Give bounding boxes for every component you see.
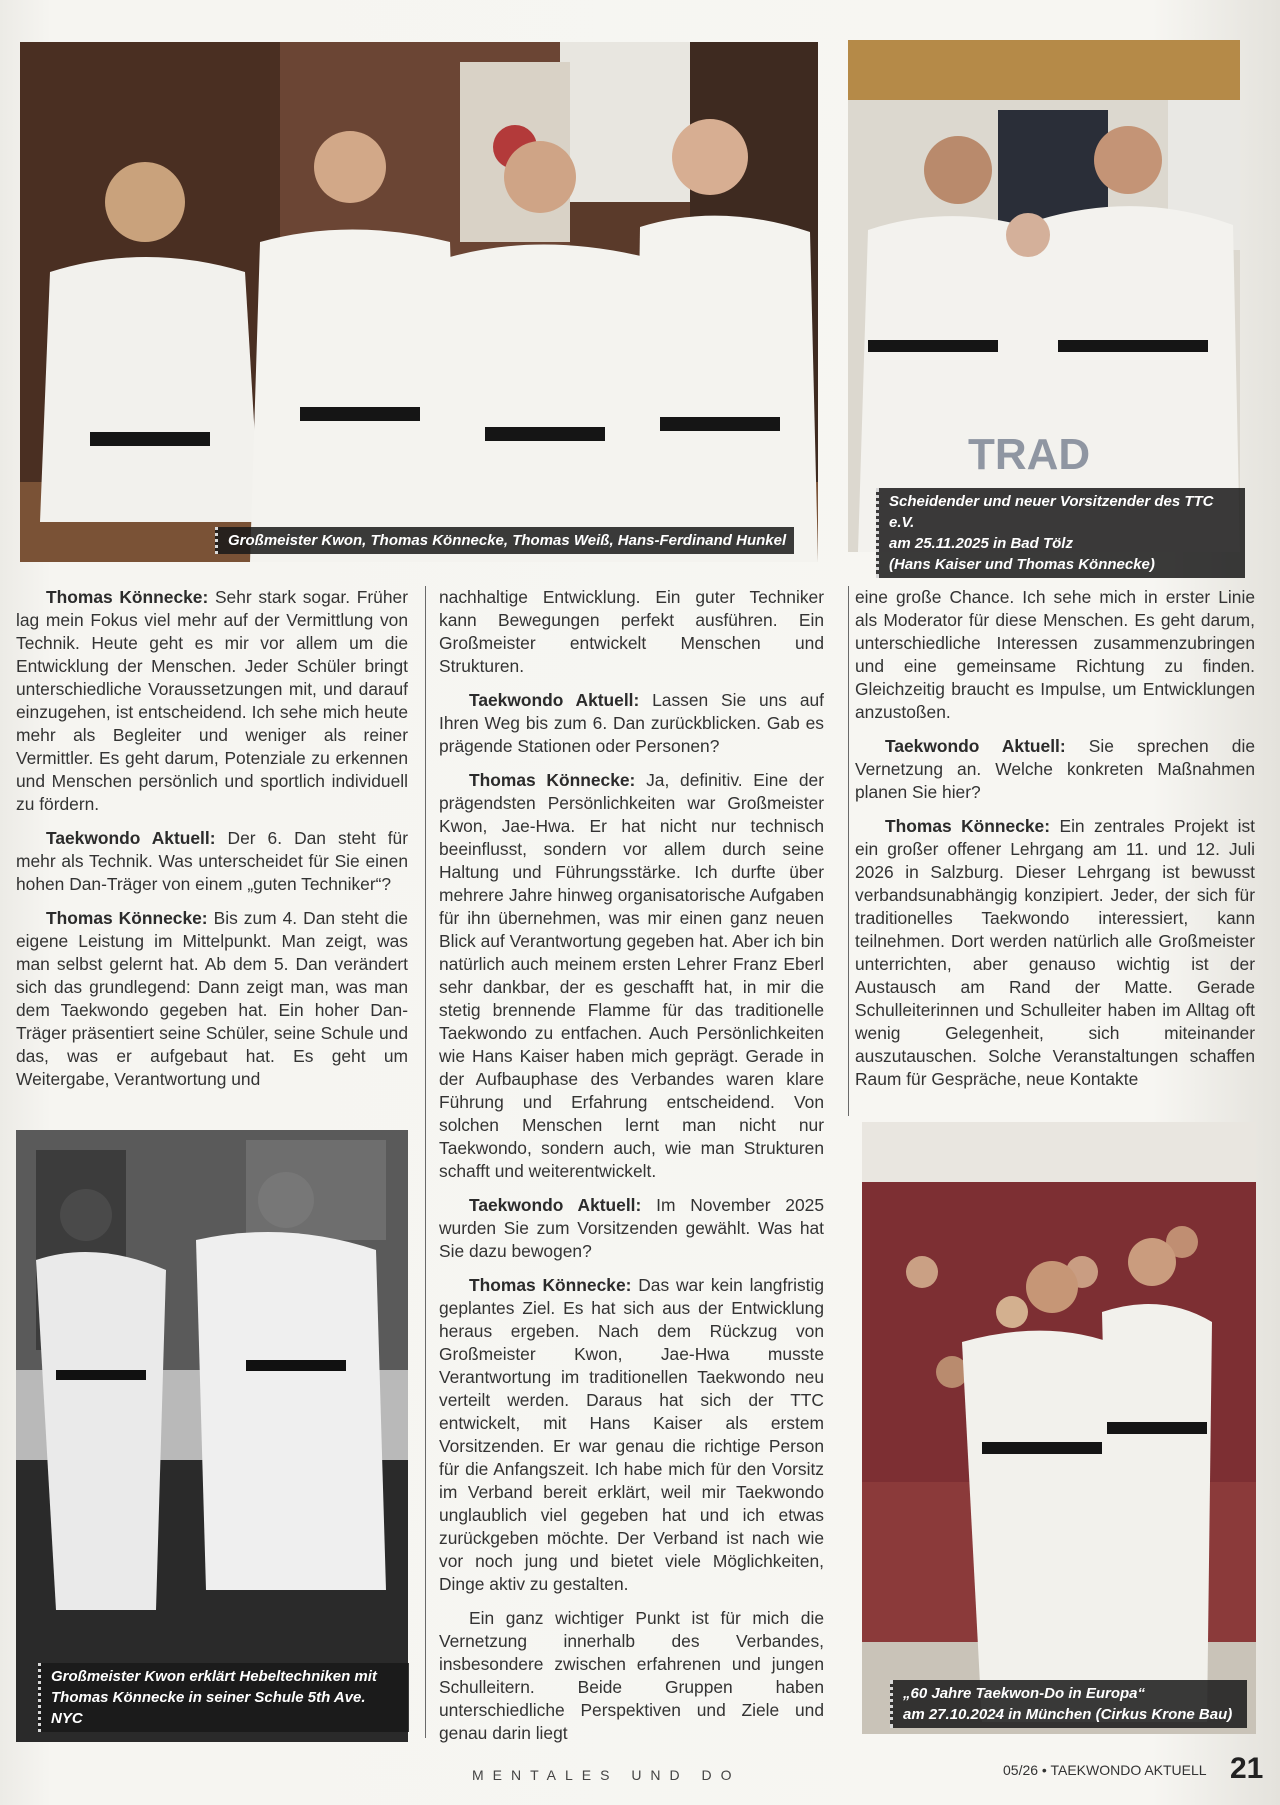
paragraph xyxy=(439,1274,824,1596)
paragraph-text: Sehr stark sogar. Früher lag mein Fokus viel mehr auf der Vermittlung von Technik. Heute geht es mir vor allem um die Entwicklung der Menschen. Jeder Schüler bringt unterschiedliche Voraussetzungen mit, und darauf einzugehen, ist entscheidend. Ich sehe mich heute mehr als Begleiter und weniger als reiner Vermittler. Es geht darum, Potenziale zu erkennen und Menschen persönlich und sportlich individuell zu fördern. xyxy=(16,587,408,814)
photo-caption: Großmeister Kwon, Thomas Könnecke, Thomas Weiß, Hans-Ferdinand Hunkel xyxy=(215,527,794,554)
photo-caption xyxy=(876,488,1245,578)
section-label: MENTALES UND DO xyxy=(472,1767,741,1783)
page-number: 21 xyxy=(1230,1752,1264,1785)
paragraph-text: Im November 2025 wurden Sie zum Vorsitzenden gewählt. Was hat Sie dazu bewogen? xyxy=(439,1195,824,1261)
caption-line: am 27.10.2024 in München (Cirkus Krone Bau) xyxy=(903,1706,1233,1723)
caption-line: „60 Jahre Taekwon-Do in Europa“ xyxy=(903,1685,1145,1702)
speaker-label: Taekwondo Aktuell: xyxy=(885,736,1066,756)
photo-event-arena xyxy=(862,1122,1256,1734)
paragraph-text: Das war kein langfristig geplantes Ziel. Es hat sich aus der Entwicklung heraus ergeben. Nach dem Rückzug von Großmeister Kwon, Jae-Hwa musste Verantwortung im traditionellen Taekwondo neu verteilt werden. Daraus hat sich der TTC entwickelt, mit Hans Kaiser als erstem Vorsitzenden. Er war genau die richtige Person für die Anfangszeit. Ich habe mich für den Vorsitz im Verband bereit erklärt, weil mir Taekwondo unglaublich viel gegeben hat und ich etwas zurückgeben möchte. Der Verband ist nach wie vor noch jung und bietet viele Möglichkeiten, Dinge aktiv zu gestalten. xyxy=(439,1275,825,1594)
article-column-3 xyxy=(855,586,1255,1102)
photo-group-portrait xyxy=(20,42,818,562)
speaker-label: Thomas Könnecke: xyxy=(885,816,1051,836)
photo-caption xyxy=(890,1680,1247,1728)
photo-technique-demo xyxy=(16,1130,408,1742)
paragraph xyxy=(16,586,408,816)
speaker-label: Thomas Könnecke: xyxy=(46,587,209,607)
speaker-label: Taekwondo Aktuell: xyxy=(469,1195,642,1215)
article-column-1 xyxy=(16,586,408,1102)
speaker-label: Thomas Könnecke: xyxy=(469,770,636,790)
column-rule xyxy=(848,586,849,1116)
issue-label: 05/26 • TAEKWONDO AKTUELL xyxy=(1003,1762,1207,1778)
paragraph-text: Ein ganz wichtiger Punkt ist für mich die Vernetzung innerhalb des Verbandes, insbesondere zwischen erfahrenen und jungen Schulleitern. Beide Gruppen haben unterschiedliche Perspektiven und Ziele und genau darin liegt xyxy=(439,1608,824,1743)
paragraph-text: Der 6. Dan steht für mehr als Technik. Was unterscheidet für Sie einen hohen Dan-Träger von einem „guten Techniker“? xyxy=(16,828,408,894)
speaker-label: Taekwondo Aktuell: xyxy=(46,828,216,848)
paragraph-text: Lassen Sie uns auf Ihren Weg bis zum 6. Dan zurückblicken. Gab es prägende Stationen oder Personen? xyxy=(439,690,824,756)
speaker-label: Taekwondo Aktuell: xyxy=(469,690,640,710)
paragraph xyxy=(855,815,1255,1091)
paragraph xyxy=(439,1607,824,1745)
paragraph xyxy=(16,827,408,896)
caption-line: Großmeister Kwon erklärt Hebeltechniken mit xyxy=(51,1668,377,1685)
caption-line: am 25.11.2025 in Bad Tölz xyxy=(889,535,1073,552)
paragraph-text: Bis zum 4. Dan steht die eigene Leistung im Mittelpunkt. Man zeigt, was man selbst gelernt hat. Ab dem 5. Dan verändert sich das grundlegend: Dann zeigt man, was man dem Taekwondo gegeben hat. Ein hoher Dan-Träger präsentiert seine Schüler, seine Schule und das, was er aufgebaut hat. Es geht um Weitergabe, Verantwortung und xyxy=(16,908,408,1089)
paragraph xyxy=(16,907,408,1091)
photo-caption xyxy=(38,1663,409,1732)
paragraph xyxy=(439,586,824,678)
banner-text: TRAD xyxy=(968,430,1091,479)
paragraph-text: Ein zentrales Projekt ist ein großer offener Lehrgang am 11. und 12. Juli 2026 in Salzburg. Dieser Lehrgang ist bewusst verbandsunabhängig konzipiert. Jeder, der sich für traditionelles Taekwondo interessiert, kann teilnehmen. Dort werden natürlich alle Großmeister unterrichten, aber genauso wichtig ist der Austausch am Rand der Matte. Gerade Schulleiterinnen und Schulleiter haben im Alltag oft wenig Gelegenheit, sich miteinander auszutauschen. Solche Veranstaltungen schaffen Raum für Gespräche, neue Kontakte xyxy=(855,816,1255,1089)
photo-handshake xyxy=(848,40,1240,573)
paragraph xyxy=(439,1194,824,1263)
paragraph-text: Sie sprechen die Vernetzung an. Welche konkreten Maßnahmen planen Sie hier? xyxy=(855,736,1255,802)
column-rule xyxy=(425,586,426,1738)
caption-line: (Hans Kaiser und Thomas Könnecke) xyxy=(889,556,1155,573)
article-column-2 xyxy=(439,586,824,1756)
paragraph-text: Ja, definitiv. Eine der prägendsten Persönlichkeiten war Großmeister Kwon, Jae-Hwa. Er hat nicht nur technisch beeinflusst, sondern vor allem durch seine Haltung und Führungsstärke. Ich durfte über mehrere Jahre hinweg organisatorische Aufgaben für ihn übernehmen, was mir einen ganz neuen Blick auf Verantwortung gegeben hat. Aber ich bin natürlich auch meinem ersten Lehrer Franz Eberl sehr dankbar, der es geschafft hat, in mir die stetig brennende Flamme für das traditionelle Taekwondo zu entfachen. Auch Persönlichkeiten wie Hans Kaiser haben mich geprägt. Gerade in der Aufbauphase des Verbandes waren klare Führung und Erfahrung entscheidend. Von solchen Menschen lernt man nicht nur Taekwondo, sondern auch, wie man Strukturen schafft und weiterentwickelt. xyxy=(439,770,824,1181)
paragraph xyxy=(855,735,1255,804)
speaker-label: Thomas Könnecke: xyxy=(46,908,208,928)
caption-line: Thomas Könnecke in seiner Schule 5th Ave. NYC xyxy=(51,1689,366,1727)
paragraph-text: nachhaltige Entwicklung. Ein guter Techniker kann Bewegungen perfekt ausführen. Ein Großmeister entwickelt Menschen und Strukturen. xyxy=(439,587,824,676)
paragraph xyxy=(855,586,1255,724)
paragraph xyxy=(439,689,824,758)
paragraph xyxy=(439,769,824,1183)
caption-line: Scheidender und neuer Vorsitzender des TTC e.V. xyxy=(889,493,1214,531)
speaker-label: Thomas Könnecke: xyxy=(469,1275,632,1295)
paragraph-text: eine große Chance. Ich sehe mich in erster Linie als Moderator für diese Menschen. Es geht darum, unterschiedliche Interessen zusammenzubringen und eine gemeinsame Richtung zu finden. Gleichzeitig braucht es Impulse, um Entwicklungen anzustoßen. xyxy=(855,587,1255,722)
